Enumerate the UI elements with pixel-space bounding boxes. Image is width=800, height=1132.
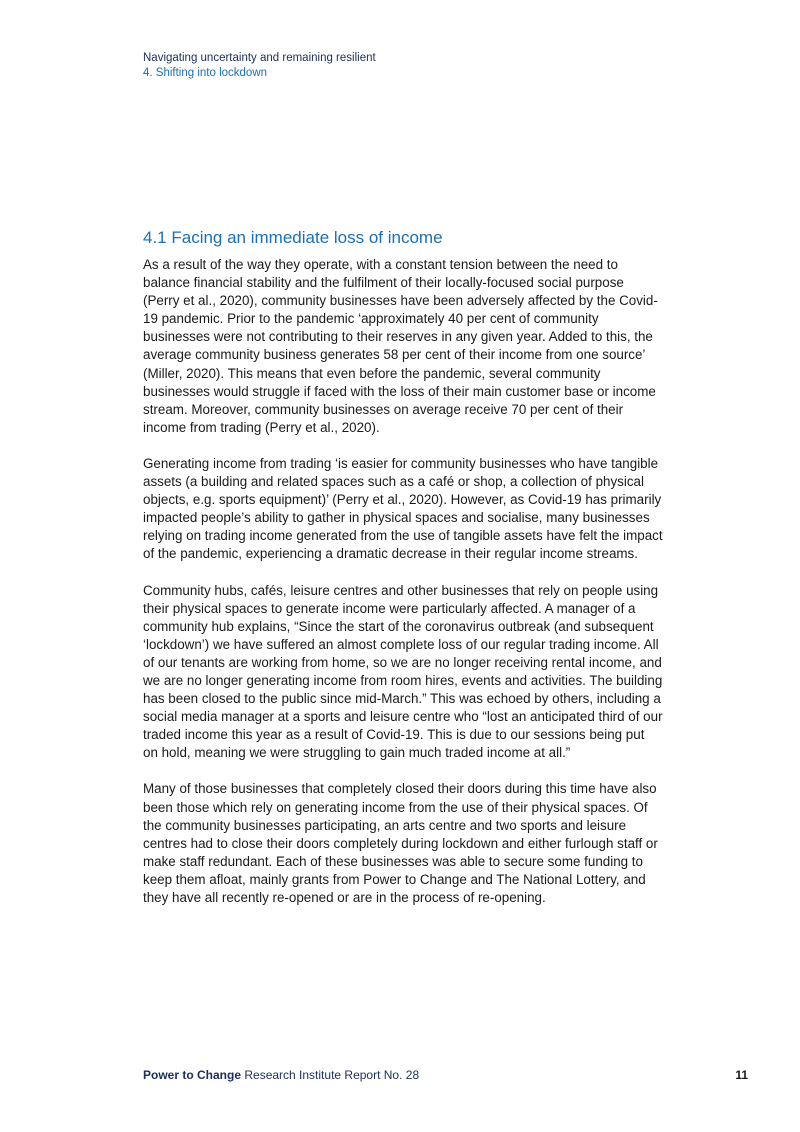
footer-brand: Power to Change bbox=[143, 1068, 242, 1082]
paragraph: Community hubs, cafés, leisure centres and other businesses that rely on people using their physical spaces to generate income were particularly affected. A manager of a community hub explains, “Since the start of the coronavirus outbreak (and subsequent ‘lockdown’) we have suffered an almost complete loss of our regular trading income. All of our tenants are working from home, so we are no longer receiving rental income, and we are no longer generating income from room hires, events and activities. The building has been closed to the public since mid-March.” This was echoed by others, including a social media manager at a sports and leisure centre who “lost an anticipated third of our traded income this year as a result of Covid-19. This is due to our sessions being put on hold, meaning we were struggling to gain much traded income at all.” bbox=[143, 582, 663, 761]
page-number: 11 bbox=[735, 1068, 748, 1082]
section-body bbox=[143, 226, 663, 925]
paragraph: Generating income from trading ‘is easier for community businesses who have tangible assets (a building and related spaces such as a café or shop, a collection of physical objects, e.g. sports equipment)’ (Perry et al., 2020). However, as Covid-19 has primarily impacted people’s ability to gather in physical spaces and socialise, many businesses relying on trading income generated from the use of tangible assets have felt the impact of the pandemic, experiencing a dramatic decrease in their regular income streams. bbox=[143, 455, 663, 562]
section-heading: 4.1 Facing an immediate loss of income bbox=[143, 228, 443, 247]
running-header bbox=[143, 51, 376, 81]
page-footer bbox=[143, 1067, 748, 1083]
chapter-title: 4. Shifting into lockdown bbox=[143, 67, 268, 79]
document-title: Navigating uncertainty and remaining resilient bbox=[143, 52, 376, 64]
paragraph: As a result of the way they operate, with a constant tension between the need to balance financial stability and the fulfilment of their locally-focused social purpose (Perry et al., 2020), community businesses have been adversely affected by the Covid-19 pandemic. Prior to the pandemic ‘approximately 40 per cent of community businesses were not contributing to their reserves in any given year. Added to this, the average community business generates 58 per cent of their income from one source’ (Miller, 2020). This means that even before the pandemic, several community businesses would struggle if faced with the loss of their main customer base or income stream. Moreover, community businesses on average receive 70 per cent of their income from trading (Perry et al., 2020). bbox=[143, 257, 658, 435]
footer-report-title: Research Institute Report No. 28 bbox=[244, 1068, 420, 1082]
paragraph: Many of those businesses that completely closed their doors during this time have also been those which rely on generating income from the use of their physical spaces. Of the community businesses participating, an arts centre and two sports and leisure centres had to close their doors completely during lockdown and either furlough staff or make staff redundant. Each of these businesses was able to secure some funding to keep them afloat, mainly grants from Power to Change and The National Lottery, and they have all recently re-opened or are in the process of re-opening. bbox=[143, 781, 658, 905]
